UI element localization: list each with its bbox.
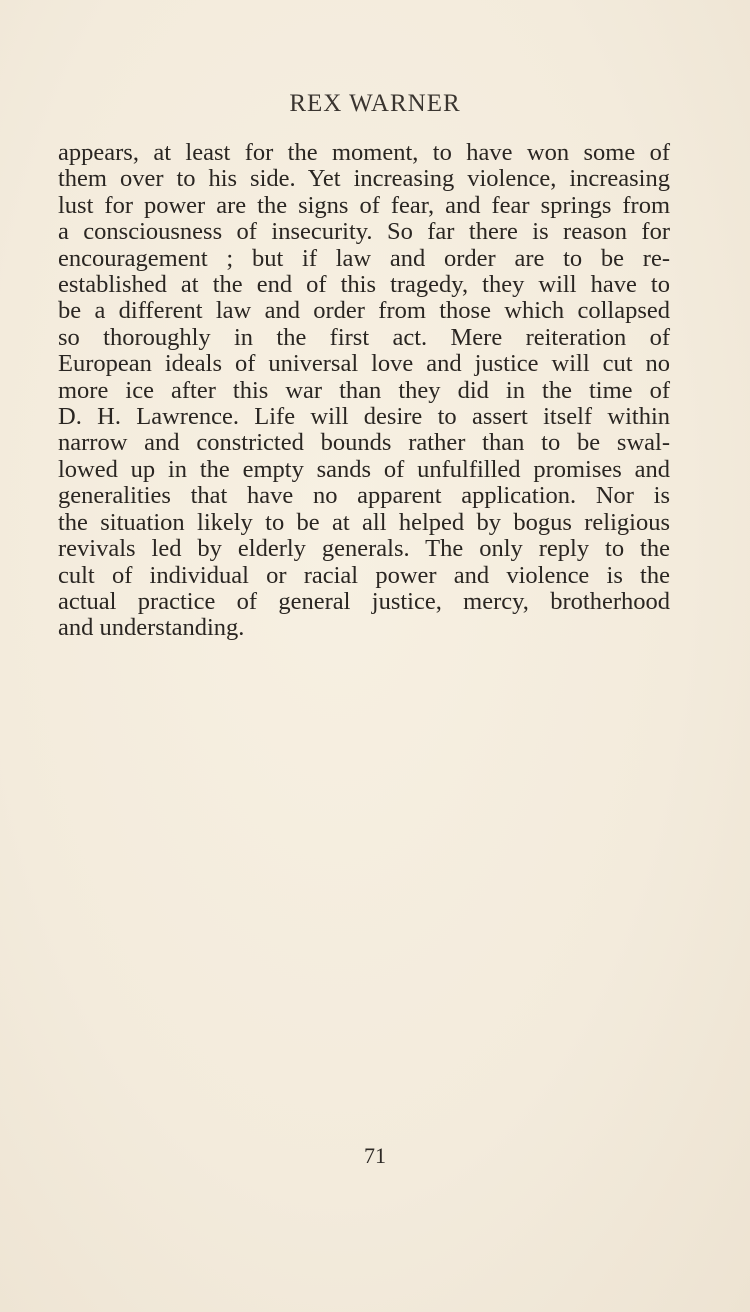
text-line: narrow and constricted bounds rather than to be swal- xyxy=(58,429,670,457)
text-line: D. H. Lawrence. Life will desire to assert itself within xyxy=(58,403,670,431)
text-line: more ice after this war than they did in the time of xyxy=(58,376,670,404)
page-number: 71 xyxy=(364,1143,386,1168)
text-line: them over to his side. Yet increasing violence, increasing xyxy=(58,165,670,193)
text-line: actual practice of general justice, mercy, brotherhood xyxy=(58,587,670,615)
text-line: a consciousness of insecurity. So far there is reason for xyxy=(58,218,670,246)
text-line: appears, at least for the moment, to have won some of xyxy=(58,139,670,166)
text-line: generalities that have no apparent application. Nor is xyxy=(58,482,670,510)
text-line: so thoroughly in the first act. Mere reiteration of xyxy=(58,323,670,351)
text-line: lowed up in the empty sands of unfulfilled promises and xyxy=(58,455,670,483)
text-line: revivals led by elderly generals. The only reply to the xyxy=(58,535,670,563)
text-line: the situation likely to be at all helped by bogus religious xyxy=(58,508,670,536)
text-line: cult of individual or racial power and violence is the xyxy=(58,561,670,589)
text-line: be a different law and order from those which collapsed xyxy=(58,297,670,325)
text-line: established at the end of this tragedy, they will have to xyxy=(58,271,670,299)
running-head: REX WARNER xyxy=(289,90,461,117)
body-paragraph xyxy=(58,140,670,642)
text-line-last: and understanding. xyxy=(58,614,245,642)
text-line: European ideals of universal love and justice will cut no xyxy=(58,350,670,378)
text-line: encouragement ; but if law and order are to be re- xyxy=(58,244,670,272)
text-line: lust for power are the signs of fear, and fear springs from xyxy=(58,191,670,219)
